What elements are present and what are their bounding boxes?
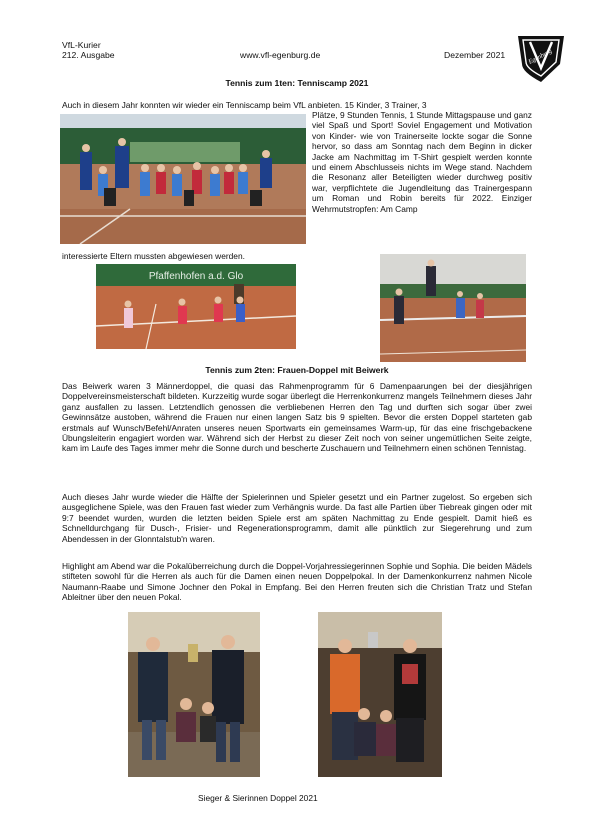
issue-date: Dezember 2021 xyxy=(444,50,506,60)
publication-name: VfL-Kurier xyxy=(62,40,101,50)
article1-side-text: Plätze, 9 Stunden Tennis, 1 Stunde Mittagspause und ganz viel Spaß und Sport! Soviel Engagement und Motivation von Kinder- wie von Trainerseite lockte sogar die Sonne hervor, so dass am Sonntag nach dem Beginn in dicker Jacke am Nachmittag im T-Shirt gespielt werden konnte und einem Abschlusseis nichts im Wege stand. Nachdem die Resonanz aller Beteiligten wieder durchweg positiv war, verpflichtete die Jugendleitung das Trainergespann um Roman und Robin bereits für 2022. Einziger Wehrmutstropfen: Am Camp xyxy=(312,110,532,214)
article2-paragraph-2: Auch dieses Jahr wurde wieder die Hälfte der Spielerinnen und Spieler gesetzt und ein Partner zugelost. So ergeben sich ausgeglichene Spiele, was den Frauen fast wieder zum Verhängnis wurde. Da fast alle Partien über Tiebreak gingen oder mit 9:7 beendet wurden, wurden die letzten beiden Spiele erst am späten Nachmittag zu Ende gespielt. Damit hieß es Schnelldurchgang für Dusch-, Frisier- und Regenerationsprogramm, damit alle pünktlich zur Siegerehrung und zum Abendessen in der Glonntalstub'n waren. xyxy=(62,492,532,544)
issue-number: 212. Ausgabe xyxy=(62,50,115,60)
website-link[interactable]: www.vfl-egenburg.de xyxy=(240,50,321,60)
logo-text: Egenburg xyxy=(527,47,554,66)
article1-tail: interessierte Eltern mussten abgewiesen werden. xyxy=(62,251,245,261)
article1-intro: Auch in diesem Jahr konnten wir wieder ein Tenniscamp beim VfL anbieten. 15 Kinder, 3 Trainer, 3 xyxy=(62,100,427,110)
article2-paragraph-1: Das Beiwerk waren 3 Männerdoppel, die quasi das Rahmenprogramm für 6 Damenpaarungen bei der diesjährigen Doppelvereinsmeisterschaft bildeten. Kurzzeitig wurde sogar überlegt die Herrenkonkurrenz mangels Teilnehmern dieses Jahr ganz ausfallen zu lassen. Letztendlich genossen die verbliebenen Herren den Tag und durften sich sogar über zwei Gewinnsätze austoben, während die Frauen nur einen langen Satz bis 9 spielten. Bevor die ersten Doppel starteten gab erstmals auf Wunsch/Befehl/Anraten unseres neuen Sportwarts ein gemeinsames Warm-up, für das eine frischgebackene Übungsleiterin engagiert worden war. Während sich der Herbst zu dieser Zeit noch von seiner ungemütlichen Seite zeigte, kam im Laufe des Tages immer mehr die Sonne durch und bescherte Zuschauern und Teilnehmern einen schönen Tennistag. xyxy=(62,381,532,454)
article2-title: Tennis zum 2ten: Frauen-Doppel mit Beiwerk xyxy=(205,365,389,375)
photo-caption: Sieger & Sierinnen Doppel 2021 xyxy=(198,793,318,803)
tennis-camp-group-photo xyxy=(60,114,306,244)
club-logo xyxy=(514,28,568,82)
tennis-kids-court-photo xyxy=(96,264,296,349)
womens-winners-photo xyxy=(318,612,442,777)
article1-title: Tennis zum 1ten: Tenniscamp 2021 xyxy=(225,78,369,88)
tennis-training-photo xyxy=(380,254,526,362)
banner-text: Pfaffenhofen a.d. Glo xyxy=(148,271,244,282)
mens-winners-photo xyxy=(128,612,260,777)
article2-paragraph-3: Highlight am Abend war die Pokalüberreichung durch die Doppel-Vorjahressiegerinnen Sophie und Sophia. Die beiden Mädels stifteten sowohl für die Herren als auch für die Damen einen neuen Doppelpokal. In der Damenkonkurrenz nahmen Nicole Naumann-Raabe und Simone Jochner den Pokal in Empfang. Bei den Herren freuten sich die Christian Tratz und Stefan Ableitner über den neuen Pokal. xyxy=(62,561,532,603)
